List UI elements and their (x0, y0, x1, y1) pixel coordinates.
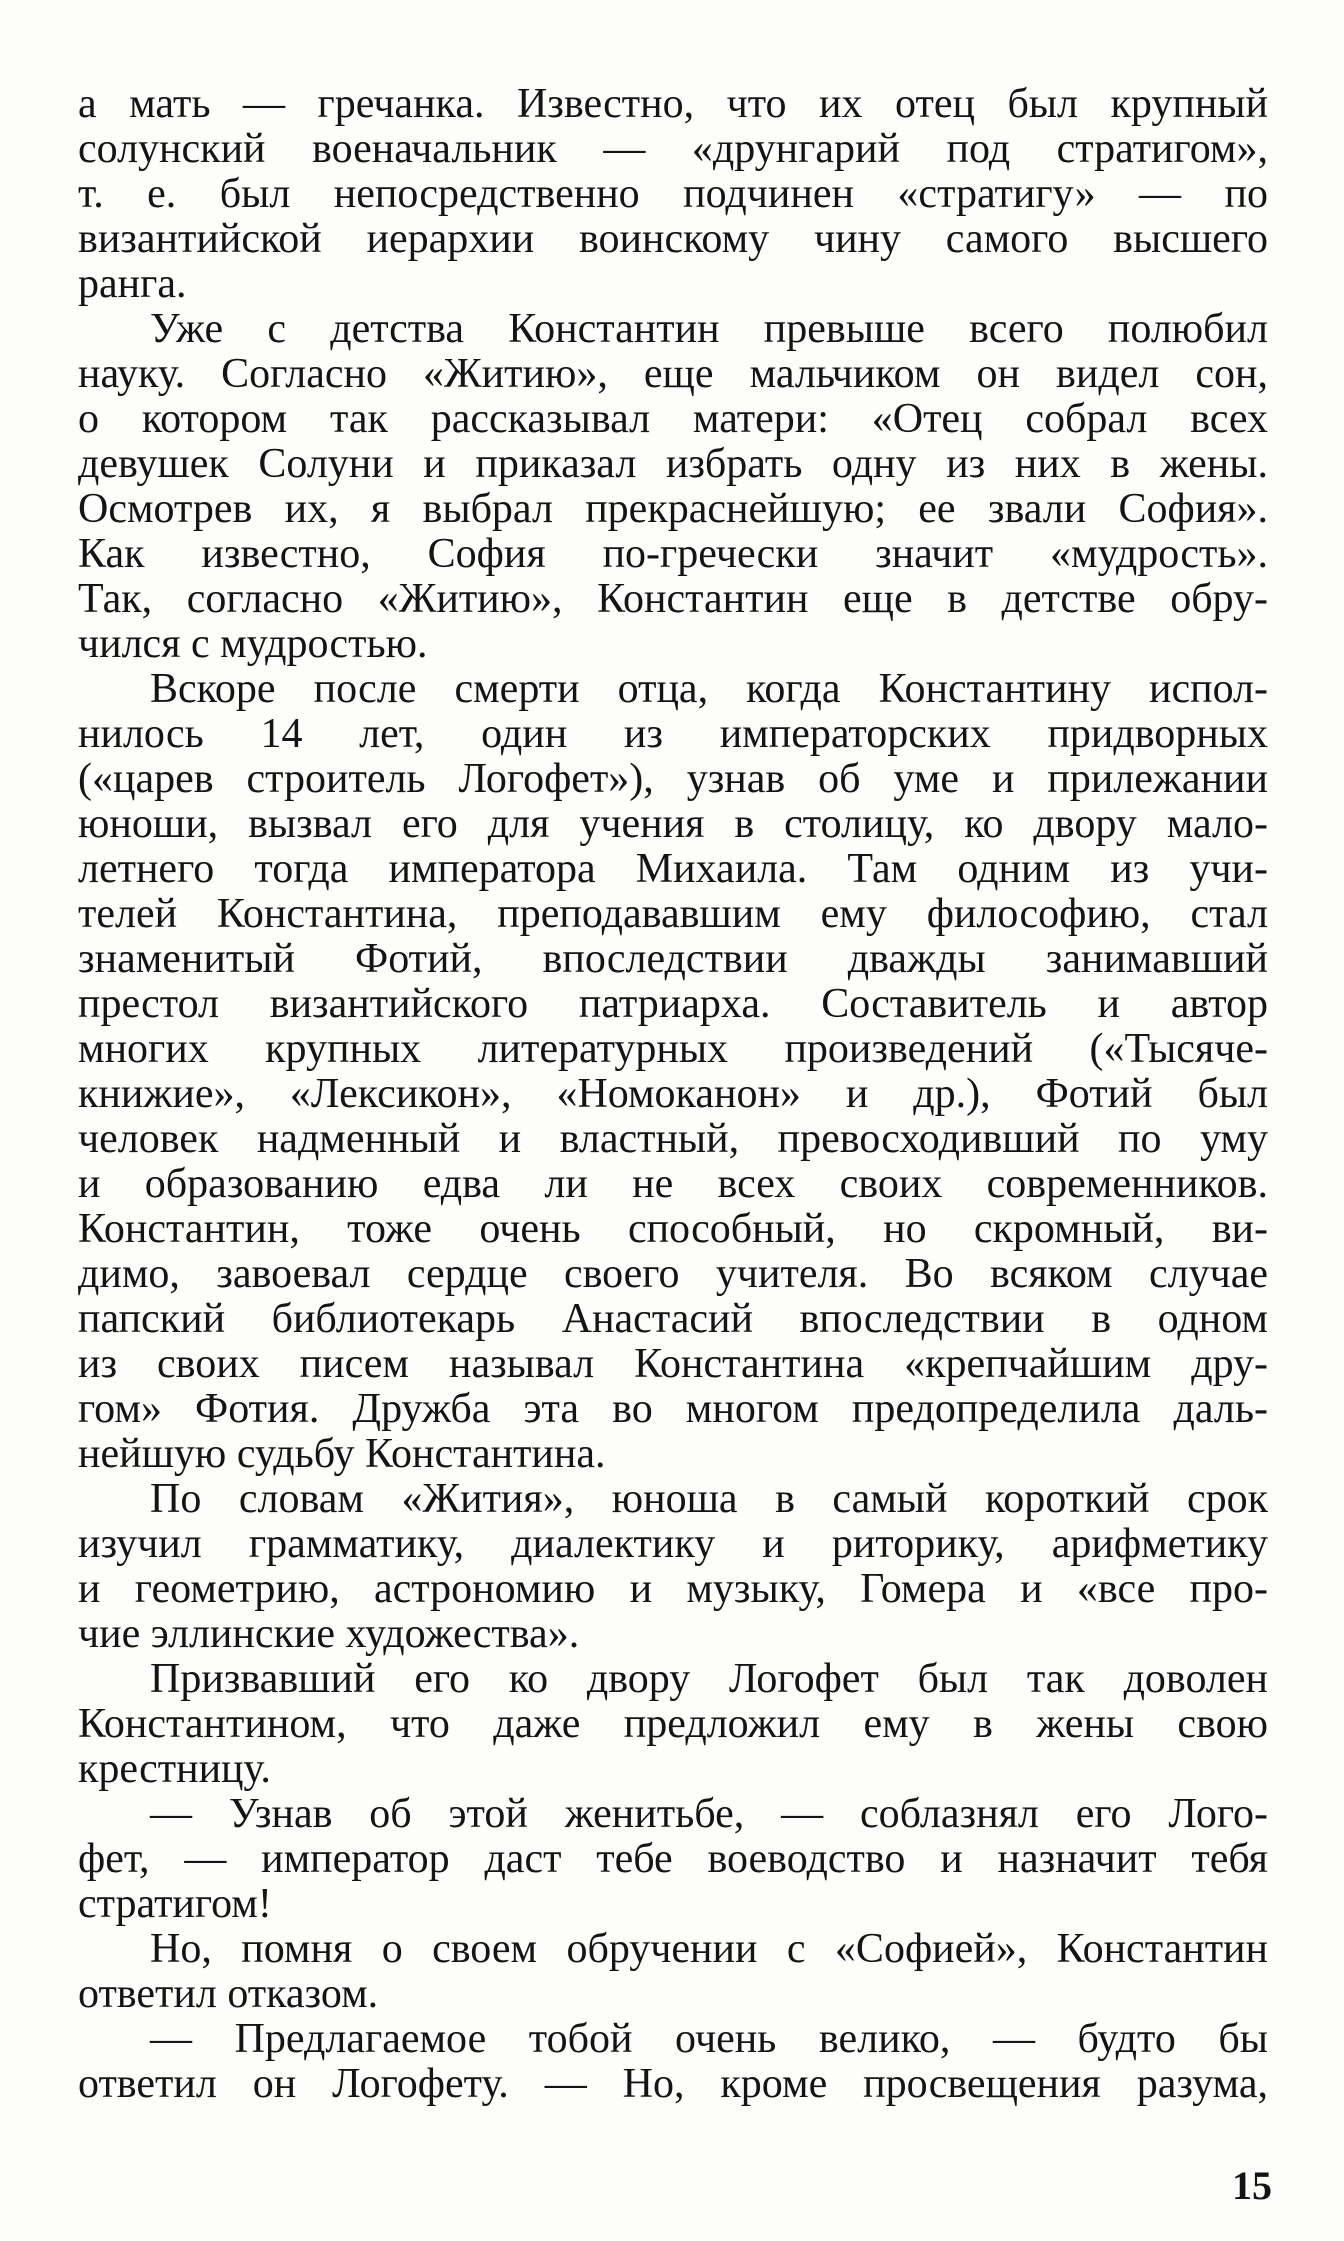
text-line: Так, согласно «Житию», Константин еще в детстве обру- (78, 577, 1268, 622)
text-line: чие эллинские художества». (78, 1612, 580, 1657)
text-line: и геометрию, астрономию и музыку, Гомера и «все про- (78, 1567, 1268, 1612)
text-line: ответил отказом. (78, 1972, 379, 2017)
text-line: а мать — гречанка. Известно, что их отец был крупный (78, 82, 1268, 127)
text-line: юноши, вызвал его для учения в столицу, ко двору мало- (78, 802, 1268, 847)
text-line: солунский военачальник — «друнгарий под стратигом», (78, 127, 1268, 172)
text-line: димо, завоевал сердце своего учителя. Во всяком случае (78, 1252, 1268, 1297)
text-line: Константин, тоже очень способный, но скромный, ви- (78, 1207, 1268, 1252)
text-line: Константином, что даже предложил ему в жены свою (78, 1702, 1268, 1747)
text-line: ответил он Логофету. — Но, кроме просвещения разума, (78, 2062, 1268, 2107)
text-line: науку. Согласно «Житию», еще мальчиком он видел сон, (78, 352, 1268, 397)
text-line: многих крупных литературных произведений («Тысяче- (78, 1027, 1268, 1072)
text-line: («царев строитель Логофет»), узнав об уме и прилежании (78, 757, 1268, 802)
text-line: ранга. (78, 262, 187, 307)
text-line: крестницу. (78, 1747, 271, 1792)
page-number: 15 (1232, 2163, 1272, 2208)
text-line: Как известно, София по-гречески значит «мудрость». (78, 532, 1268, 577)
text-line: изучил грамматику, диалектику и риторику, арифметику (78, 1522, 1268, 1567)
text-line: Осмотрев их, я выбрал прекраснейшую; ее звали София». (78, 487, 1268, 532)
paragraph-first-line: Но, помня о своем обручении с «Софией», Константин (150, 1927, 1268, 1972)
text-line: человек надменный и властный, превосходивший по уму (78, 1117, 1268, 1162)
text-line: гом» Фотия. Дружба эта во многом предопределила даль- (78, 1387, 1268, 1432)
text-line: т. е. был непосредственно подчинен «стратигу» — по (78, 172, 1268, 217)
text-line: стратигом! (78, 1882, 272, 1927)
text-line: фет, — император даст тебе воеводство и назначит тебя (78, 1837, 1268, 1882)
paragraph-first-line: Вскоре после смерти отца, когда Константину испол- (150, 667, 1268, 712)
text-line: девушек Солуни и приказал избрать одну из них в жены. (78, 442, 1268, 487)
text-line: византийской иерархии воинскому чину самого высшего (78, 217, 1268, 262)
page-text (78, 82, 1268, 2107)
paragraph-first-line: — Предлагаемое тобой очень велико, — будто бы (150, 2017, 1268, 2062)
paragraph-first-line: Уже с детства Константин превыше всего полюбил (150, 307, 1268, 352)
text-line: и образованию едва ли не всех своих современников. (78, 1162, 1268, 1207)
text-line: нейшую судьбу Константина. (78, 1432, 606, 1477)
paragraph-first-line: — Узнав об этой женитьбе, — соблазнял его Лого- (150, 1792, 1268, 1837)
text-line: престол византийского патриарха. Составитель и автор (78, 982, 1268, 1027)
text-line: из своих писем называл Константина «крепчайшим дру- (78, 1342, 1268, 1387)
text-line: знаменитый Фотий, впоследствии дважды занимавший (78, 937, 1268, 982)
text-line: нилось 14 лет, один из императорских придворных (78, 712, 1268, 757)
text-line: телей Константина, преподававшим ему философию, стал (78, 892, 1268, 937)
paragraph-first-line: По словам «Жития», юноша в самый короткий срок (150, 1477, 1268, 1522)
text-line: о котором так рассказывал матери: «Отец собрал всех (78, 397, 1268, 442)
paragraph-first-line: Призвавший его ко двору Логофет был так доволен (150, 1657, 1268, 1702)
text-line: чился с мудростью. (78, 622, 428, 667)
text-line: папский библиотекарь Анастасий впоследствии в одном (78, 1297, 1268, 1342)
text-line: летнего тогда императора Михаила. Там одним из учи- (78, 847, 1268, 892)
text-line: книжие», «Лексикон», «Номоканон» и др.), Фотий был (78, 1072, 1268, 1117)
